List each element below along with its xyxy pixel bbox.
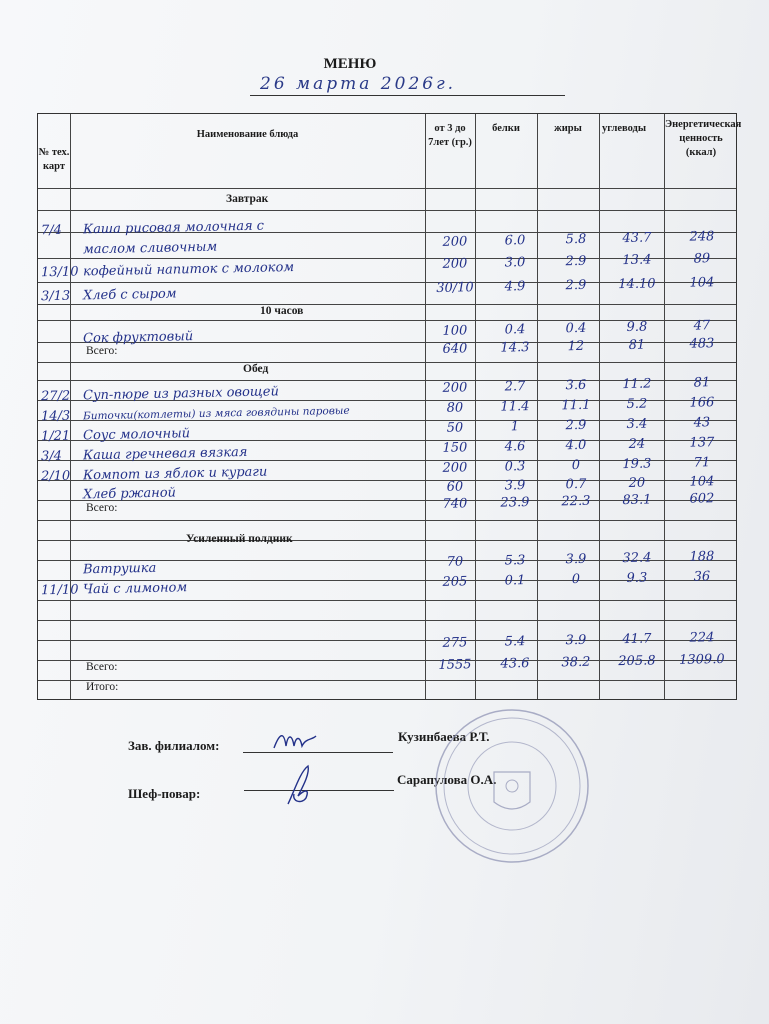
menu-table: [37, 113, 742, 700]
row-grams: 60: [446, 479, 464, 495]
row-protein: 43.6: [500, 656, 530, 672]
row-name: Биточки(котлеты) из мяса говядины паровые: [82, 404, 350, 423]
row-name: Каша гречневая вязкая: [82, 444, 248, 464]
row-fat: 11.1: [561, 397, 591, 414]
row-grams: 200: [442, 234, 468, 250]
row-grams: 1555: [438, 657, 472, 673]
row-grams: 30/10: [436, 280, 474, 296]
row-fat: 3.6: [565, 377, 587, 394]
row-grams: 640: [442, 341, 468, 357]
row-carbs: 83.1: [622, 492, 652, 509]
row-carbs: 13.4: [622, 252, 652, 269]
row-num: 7/4: [40, 222, 63, 239]
row-name: маслом сливочным: [82, 239, 218, 258]
row-protein: 5.4: [504, 634, 526, 650]
table-row: [38, 275, 738, 306]
row-fat: 12: [567, 338, 585, 355]
row-protein: 3.9: [504, 478, 526, 494]
row-carbs: 3.4: [626, 416, 648, 433]
row-energy: 89: [693, 251, 711, 267]
row-carbs: 5.2: [626, 396, 648, 413]
row-fat: 38.2: [561, 654, 591, 671]
row-num: 2/10: [40, 468, 71, 485]
row-name: Каша рисовая молочная с: [82, 218, 265, 238]
row-energy: 43: [693, 415, 711, 431]
col-divider: [70, 114, 71, 699]
chef-name: Сарапулова О.А.: [397, 772, 497, 787]
row-name: Суп-пюре из разных овощей: [82, 384, 280, 404]
row-num: 3/13: [40, 288, 71, 305]
row-num: 1/21: [40, 428, 71, 445]
row-fat: 0.4: [565, 320, 587, 337]
row-carbs: 9.8: [626, 319, 648, 336]
row-name: Хлеб с сыром: [82, 286, 177, 304]
row-grams: 275: [442, 635, 468, 651]
row-energy: 81: [693, 375, 711, 391]
row-energy: 602: [689, 491, 715, 507]
section-lunch: Обед: [243, 363, 269, 375]
header-protein: белки: [492, 123, 520, 134]
row-fat: 3.9: [565, 632, 587, 649]
row-carbs: 9.3: [626, 570, 648, 587]
row-grams: 80: [446, 400, 464, 416]
chef-signature-icon: [280, 762, 320, 808]
row-grams: 205: [442, 574, 468, 590]
row-divider: [38, 600, 736, 601]
row-name: Ватрушка: [82, 560, 157, 578]
row-protein: 23.9: [500, 495, 530, 511]
menu-date: 26 марта 2026г.: [260, 74, 457, 94]
row-grams: 200: [442, 460, 468, 476]
chef-label: Шеф-повар:: [128, 786, 201, 801]
row-protein: 0.1: [504, 573, 526, 589]
row-protein: 3.0: [504, 255, 526, 271]
row-fat: 0: [571, 457, 581, 474]
row-energy: 483: [689, 336, 715, 352]
section-breakfast: Завтрак: [226, 193, 269, 205]
row-name: Хлеб ржаной: [82, 485, 177, 503]
row-energy: 104: [689, 275, 715, 291]
row-name: кофейный напиток с молоком: [82, 259, 295, 280]
row-energy: 36: [693, 569, 711, 585]
row-protein: 0.3: [504, 459, 526, 475]
row-name: Компот из яблок и кураги: [82, 464, 268, 484]
row-divider: [38, 188, 736, 189]
row-protein: 4.6: [504, 439, 526, 455]
row-carbs: 14.10: [618, 276, 656, 293]
head-name: Кузинбаева Р.Т.: [398, 729, 490, 744]
row-divider: [38, 620, 736, 621]
row-carbs: 24: [628, 436, 646, 452]
header-fat: жиры: [554, 123, 582, 134]
header-energy: Энергетическая ценность (ккал): [665, 119, 742, 158]
row-name: Соус молочный: [82, 426, 191, 444]
row-protein: 1: [510, 419, 520, 435]
header-grams: от 3 до 7лет (гр.): [428, 123, 472, 148]
row-carbs: 43.7: [622, 230, 652, 247]
row-energy: 137: [689, 435, 715, 451]
row-num: 14/3: [40, 408, 71, 425]
row-protein: 11.4: [500, 399, 530, 415]
row-fat: 3.9: [565, 551, 587, 568]
row-carbs: 81: [628, 337, 646, 353]
total-label: Всего:: [86, 345, 118, 357]
row-energy: 224: [689, 630, 715, 646]
row-protein: 2.7: [504, 379, 526, 395]
row-energy: 1309.0: [679, 651, 725, 668]
row-fat: 2.9: [565, 277, 587, 294]
row-energy: 47: [693, 318, 711, 334]
row-energy: 188: [689, 549, 715, 565]
date-underline: [250, 95, 565, 96]
row-fat: 5.8: [565, 231, 587, 248]
row-grams: 740: [442, 496, 468, 512]
header-name: Наименование блюда: [196, 129, 299, 140]
row-carbs: 19.3: [622, 456, 652, 473]
row-divider: [38, 540, 736, 541]
row-carbs: 20: [628, 475, 646, 491]
row-fat: 0.7: [565, 476, 587, 493]
row-grams: 200: [442, 256, 468, 272]
row-fat: 4.0: [565, 437, 587, 454]
row-carbs: 32.4: [622, 550, 652, 567]
row-num: 3/4: [40, 448, 63, 465]
row-num: 13/10: [40, 264, 79, 281]
head-signature-icon: [270, 728, 330, 756]
section-ten: 10 часов: [260, 305, 304, 317]
row-grams: 200: [442, 380, 468, 396]
section-snack: Усиленный полдник: [186, 533, 293, 545]
row-protein: 14.3: [500, 340, 530, 356]
row-num: 27/2: [40, 388, 71, 405]
round-seal-icon: [432, 706, 592, 866]
row-grams: 150: [442, 440, 468, 456]
row-divider: [38, 680, 736, 681]
row-carbs: 205.8: [618, 653, 656, 670]
row-carbs: 41.7: [622, 631, 652, 648]
row-fat: 2.9: [565, 253, 587, 270]
row-grams: 100: [442, 323, 468, 339]
head-label: Зав. филиалом:: [128, 738, 220, 753]
total-label: Всего:: [86, 502, 118, 514]
row-energy: 166: [689, 395, 715, 411]
header-num: № тех. карт: [38, 147, 70, 172]
row-energy: 248: [689, 229, 715, 245]
grand-total-label: Итого:: [86, 681, 119, 693]
row-grams: 70: [446, 554, 464, 570]
row-protein: 4.9: [504, 279, 526, 295]
total-label: Всего:: [86, 661, 118, 673]
row-protein: 0.4: [504, 322, 526, 338]
header-carbs: углеводы: [601, 123, 647, 134]
row-name: Чай с лимоном: [82, 580, 188, 598]
row-protein: 6.0: [504, 233, 526, 249]
row-num: 11/10: [40, 582, 79, 599]
row-protein: 5.3: [504, 553, 526, 569]
row-divider: [38, 520, 736, 521]
row-carbs: 11.2: [622, 376, 652, 393]
row-name: Сок фруктовый: [82, 329, 194, 347]
row-energy: 104: [689, 474, 715, 490]
row-fat: 2.9: [565, 417, 587, 434]
row-divider: [38, 304, 736, 305]
row-grams: 50: [446, 420, 464, 436]
row-energy: 71: [693, 455, 711, 471]
row-fat: 0: [571, 571, 581, 588]
page-title: МЕНЮ: [323, 56, 377, 72]
row-fat: 22.3: [561, 493, 591, 510]
